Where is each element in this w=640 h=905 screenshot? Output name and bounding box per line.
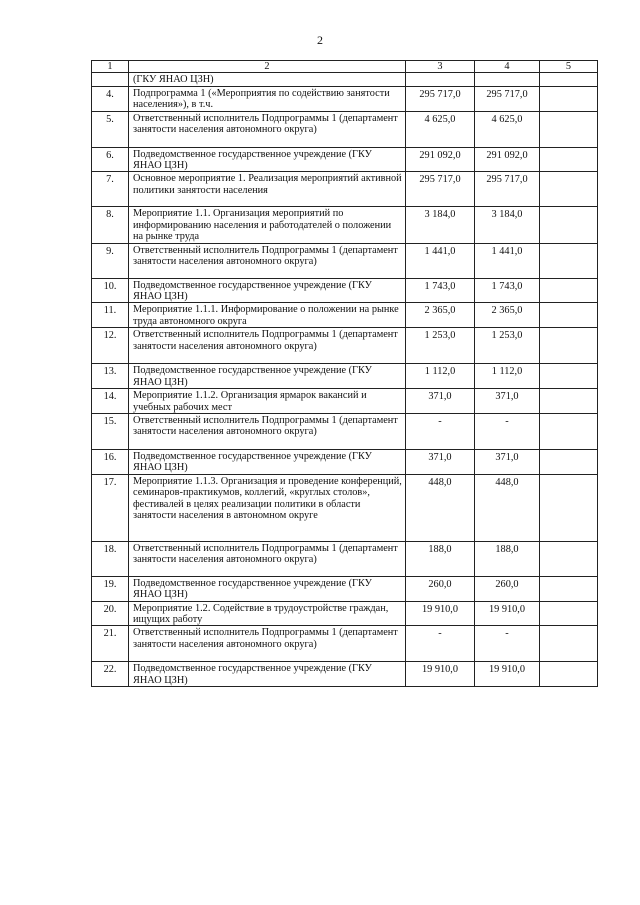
row-value-col4: 2 365,0 xyxy=(475,303,540,328)
row-value-col5 xyxy=(540,328,598,364)
column-header: 5 xyxy=(540,61,598,73)
row-description: Подведомственное государственное учреждение (ГКУ ЯНАО ЦЗН) xyxy=(129,278,406,303)
row-value-col3: 371,0 xyxy=(406,449,475,474)
row-number: 14. xyxy=(92,389,129,414)
table-header-row xyxy=(92,61,598,73)
row-value-col5 xyxy=(540,364,598,389)
row-value-col5 xyxy=(540,172,598,207)
row-description: Ответственный исполнитель Подпрограммы 1 (департамент занятости населения автономного округа) xyxy=(129,111,406,147)
row-description: Мероприятие 1.1.2. Организация ярмарок вакансий и учебных рабочих мест xyxy=(129,389,406,414)
row-description: (ГКУ ЯНАО ЦЗН) xyxy=(129,73,406,86)
row-description: Мероприятие 1.2. Содействие в трудоустройстве граждан, ищущих работу xyxy=(129,601,406,626)
row-value-col4: - xyxy=(475,626,540,662)
row-number: 17. xyxy=(92,474,129,541)
table-row xyxy=(92,389,598,414)
row-value-col5 xyxy=(540,389,598,414)
row-number: 21. xyxy=(92,626,129,662)
row-description: Ответственный исполнитель Подпрограммы 1 (департамент занятости населения автономного округа) xyxy=(129,413,406,449)
row-value-col4 xyxy=(475,73,540,86)
row-description: Подведомственное государственное учреждение (ГКУ ЯНАО ЦЗН) xyxy=(129,449,406,474)
row-number: 8. xyxy=(92,207,129,243)
row-value-col3: 1 743,0 xyxy=(406,278,475,303)
page-number: 2 xyxy=(317,33,323,47)
row-description: Ответственный исполнитель Подпрограммы 1 (департамент занятости населения автономного округа) xyxy=(129,541,406,576)
row-value-col3: - xyxy=(406,413,475,449)
row-value-col5 xyxy=(540,147,598,172)
row-value-col5 xyxy=(540,601,598,626)
row-value-col3: 1 112,0 xyxy=(406,364,475,389)
table-row xyxy=(92,328,598,364)
table-row xyxy=(92,662,598,687)
row-value-col4: 1 743,0 xyxy=(475,278,540,303)
row-number: 19. xyxy=(92,576,129,601)
table-row xyxy=(92,364,598,389)
row-value-col5 xyxy=(540,413,598,449)
row-value-col4: 260,0 xyxy=(475,576,540,601)
row-value-col4: 448,0 xyxy=(475,474,540,541)
row-number: 4. xyxy=(92,86,129,111)
row-value-col3: 19 910,0 xyxy=(406,601,475,626)
row-value-col4: 1 112,0 xyxy=(475,364,540,389)
row-value-col5 xyxy=(540,541,598,576)
row-number xyxy=(92,73,129,86)
row-value-col5 xyxy=(540,474,598,541)
row-value-col4: 1 253,0 xyxy=(475,328,540,364)
row-value-col5 xyxy=(540,86,598,111)
column-header: 3 xyxy=(406,61,475,73)
column-header: 2 xyxy=(129,61,406,73)
row-value-col5 xyxy=(540,662,598,687)
row-description: Подпрограмма 1 («Мероприятия по содействию занятости населения»), в т.ч. xyxy=(129,86,406,111)
row-number: 11. xyxy=(92,303,129,328)
table-row xyxy=(92,303,598,328)
table-row xyxy=(92,474,598,541)
row-value-col3: 295 717,0 xyxy=(406,172,475,207)
column-header: 4 xyxy=(475,61,540,73)
row-value-col4: 295 717,0 xyxy=(475,172,540,207)
row-value-col3: 4 625,0 xyxy=(406,111,475,147)
table-row xyxy=(92,207,598,243)
row-number: 18. xyxy=(92,541,129,576)
row-value-col4: 19 910,0 xyxy=(475,601,540,626)
row-description: Основное мероприятие 1. Реализация мероприятий активной политики занятости населения xyxy=(129,172,406,207)
row-description: Ответственный исполнитель Подпрограммы 1 (департамент занятости населения автономного округа) xyxy=(129,626,406,662)
row-value-col4: 188,0 xyxy=(475,541,540,576)
row-value-col3: 19 910,0 xyxy=(406,662,475,687)
row-number: 12. xyxy=(92,328,129,364)
row-value-col4: 295 717,0 xyxy=(475,86,540,111)
row-value-col4: 371,0 xyxy=(475,449,540,474)
row-value-col3: - xyxy=(406,626,475,662)
row-description: Ответственный исполнитель Подпрограммы 1 (департамент занятости населения автономного округа) xyxy=(129,243,406,278)
table-row xyxy=(92,111,598,147)
row-value-col4: 1 441,0 xyxy=(475,243,540,278)
row-value-col5 xyxy=(540,111,598,147)
budget-table xyxy=(91,60,598,687)
row-value-col4: - xyxy=(475,413,540,449)
row-value-col3: 3 184,0 xyxy=(406,207,475,243)
row-value-col3: 260,0 xyxy=(406,576,475,601)
row-number: 5. xyxy=(92,111,129,147)
row-value-col5 xyxy=(540,278,598,303)
table-row xyxy=(92,541,598,576)
row-value-col5 xyxy=(540,303,598,328)
row-value-col3: 295 717,0 xyxy=(406,86,475,111)
row-description: Подведомственное государственное учреждение (ГКУ ЯНАО ЦЗН) xyxy=(129,662,406,687)
row-value-col5 xyxy=(540,207,598,243)
row-value-col5 xyxy=(540,576,598,601)
row-number: 10. xyxy=(92,278,129,303)
row-value-col3: 291 092,0 xyxy=(406,147,475,172)
row-value-col3: 371,0 xyxy=(406,389,475,414)
row-value-col5 xyxy=(540,449,598,474)
row-description: Подведомственное государственное учреждение (ГКУ ЯНАО ЦЗН) xyxy=(129,576,406,601)
table-row xyxy=(92,278,598,303)
row-value-col3: 1 441,0 xyxy=(406,243,475,278)
row-number: 16. xyxy=(92,449,129,474)
row-value-col4: 3 184,0 xyxy=(475,207,540,243)
row-number: 22. xyxy=(92,662,129,687)
row-value-col3: 1 253,0 xyxy=(406,328,475,364)
row-value-col4: 19 910,0 xyxy=(475,662,540,687)
table-row xyxy=(92,413,598,449)
row-description: Мероприятие 1.1.1. Информирование о положении на рынке труда автономного округа xyxy=(129,303,406,328)
row-description: Подведомственное государственное учреждение (ГКУ ЯНАО ЦЗН) xyxy=(129,364,406,389)
row-number: 6. xyxy=(92,147,129,172)
table-row xyxy=(92,449,598,474)
row-value-col4: 291 092,0 xyxy=(475,147,540,172)
table-row xyxy=(92,601,598,626)
table-row xyxy=(92,172,598,207)
row-value-col3: 2 365,0 xyxy=(406,303,475,328)
row-number: 9. xyxy=(92,243,129,278)
row-description: Подведомственное государственное учреждение (ГКУ ЯНАО ЦЗН) xyxy=(129,147,406,172)
row-number: 15. xyxy=(92,413,129,449)
table-row xyxy=(92,576,598,601)
row-value-col3 xyxy=(406,73,475,86)
row-value-col5 xyxy=(540,243,598,278)
column-header: 1 xyxy=(92,61,129,73)
row-description: Мероприятие 1.1.3. Организация и проведение конференций, семинаров-практикумов, коллегий, «круглых столов», фестивалей в целях реализации политики в области занятости населения в автономном округе xyxy=(129,474,406,541)
row-value-col4: 371,0 xyxy=(475,389,540,414)
table-row xyxy=(92,243,598,278)
row-value-col3: 448,0 xyxy=(406,474,475,541)
table-body xyxy=(92,61,598,687)
row-number: 13. xyxy=(92,364,129,389)
row-value-col5 xyxy=(540,73,598,86)
table-row xyxy=(92,147,598,172)
row-description: Мероприятие 1.1. Организация мероприятий по информированию населения и работодателей о положении на рынке труда xyxy=(129,207,406,243)
row-number: 20. xyxy=(92,601,129,626)
table-row xyxy=(92,73,598,86)
row-value-col5 xyxy=(540,626,598,662)
table-row xyxy=(92,86,598,111)
row-description: Ответственный исполнитель Подпрограммы 1 (департамент занятости населения автономного округа) xyxy=(129,328,406,364)
row-number: 7. xyxy=(92,172,129,207)
table-row xyxy=(92,626,598,662)
row-value-col4: 4 625,0 xyxy=(475,111,540,147)
row-value-col3: 188,0 xyxy=(406,541,475,576)
